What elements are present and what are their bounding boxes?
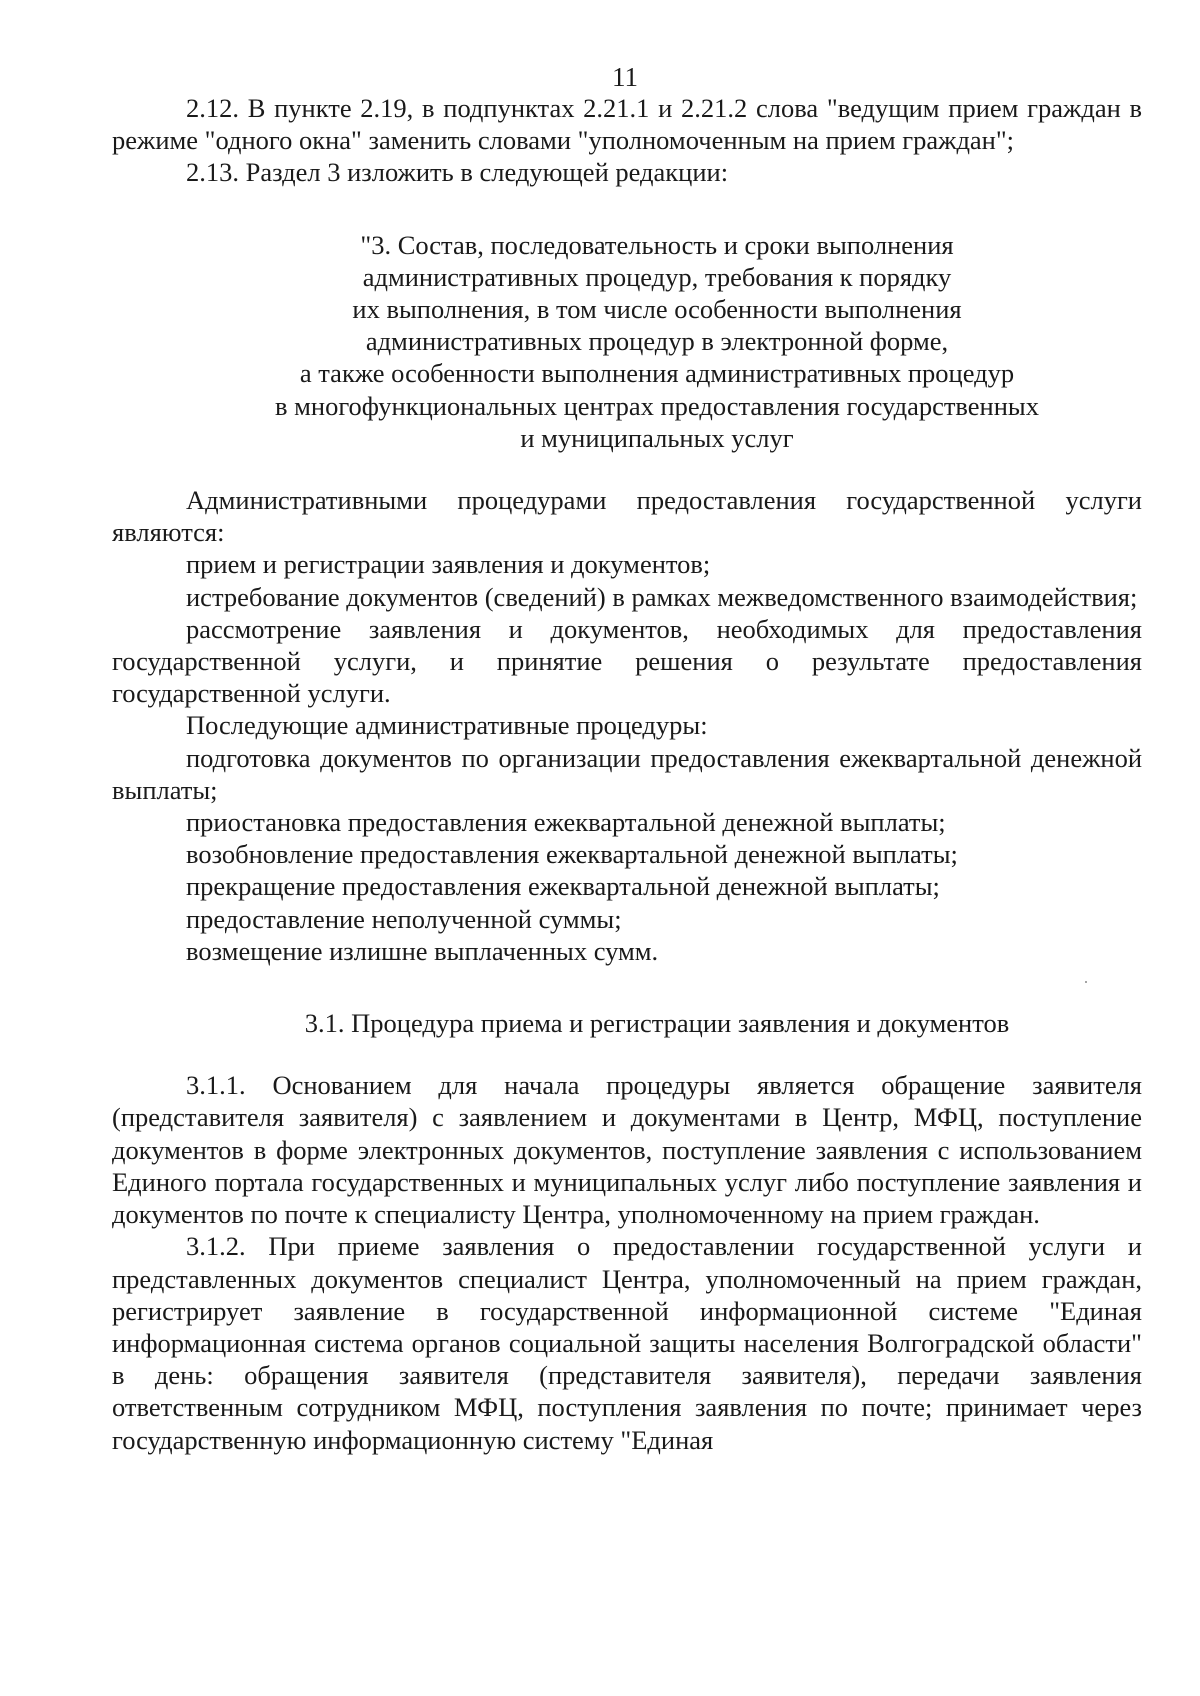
heading-line: а также особенности выполнения административных процедур — [299, 358, 1015, 389]
paragraph-3-1-1: 3.1.1. Основанием для начала процедуры является обращение заявителя (представителя заявителя) с заявлением и документами в Центр, МФЦ, поступление документов в форме электронных документов, поступление заявления с использованием Единого портала государственных и муниципальных услуг либо поступление заявления и документов по почте к специалисту Центра, уполномоченному на прием граждан. — [112, 1070, 1142, 1230]
subsequent-procedure-item: прекращение предоставления ежеквартальной денежной выплаты; — [186, 871, 940, 902]
heading-line: в многофункциональных центрах предоставления государственных — [275, 390, 1039, 421]
procedure-item: истребование документов (сведений) в рамках межведомственного взаимодействия; — [186, 581, 1138, 612]
paragraph-3-1-2: 3.1.2. При приеме заявления о предоставлении государственной услуги и представленных документов специалист Центра, уполномоченный на прием граждан, регистрирует заявление в государственной информационной системе "Единая информационная система органов социальной защиты населения Волгоградской области" в день: обращения заявителя (представителя заявителя), передачи заявления ответственным сотрудником МФЦ, поступления заявления по почте; принимает через государственную информационную систему "Единая — [112, 1231, 1142, 1455]
subsequent-procedure-item: приостановка предоставления ежеквартальной денежной выплаты; — [186, 807, 946, 838]
heading-line: и муниципальных услуг — [520, 422, 794, 453]
paragraph-2-13: 2.13. Раздел 3 изложить в следующей редакции: — [186, 157, 729, 188]
subsequent-procedure-item: возмещение излишне выплаченных сумм. — [186, 935, 659, 966]
document-body — [112, 92, 1142, 1456]
subsequent-procedure-item: возобновление предоставления ежеквартальной денежной выплаты; — [186, 839, 958, 870]
section-3-1-title: 3.1. Процедура приема и регистрации заявления и документов — [304, 1008, 1010, 1039]
subsequent-procedure-item: подготовка документов по организации предоставления ежеквартальной денежной выплаты; — [112, 742, 1142, 805]
heading-line: их выполнения, в том числе особенности выполнения — [352, 294, 962, 325]
paragraph-2-12: 2.12. В пункте 2.19, в подпунктах 2.21.1 и 2.21.2 слова "ведущим прием граждан в режиме "одного окна" заменить словами "уполномоченным на прием граждан"; — [112, 93, 1142, 156]
procedure-item: прием и регистрации заявления и документов; — [186, 549, 711, 580]
page-number: 11 — [612, 62, 638, 92]
subsequent-procedure-item: предоставление неполученной суммы; — [186, 903, 622, 934]
heading-line: "3. Состав, последовательность и сроки выполнения — [360, 229, 954, 260]
procedure-item: рассмотрение заявления и документов, необходимых для предоставления государственной услуги, и принятие решения о результате предоставления государственной услуги. — [112, 613, 1142, 709]
procedures-intro: Административными процедурами предоставления государственной услуги являются: — [112, 485, 1142, 548]
scan-speck — [1085, 981, 1087, 983]
section-3-heading — [112, 229, 1142, 454]
subsequent-procedures-intro: Последующие административные процедуры: — [186, 710, 708, 741]
heading-line: административных процедур, требования к порядку — [362, 261, 952, 292]
heading-line: административных процедур в электронной форме, — [365, 326, 949, 357]
